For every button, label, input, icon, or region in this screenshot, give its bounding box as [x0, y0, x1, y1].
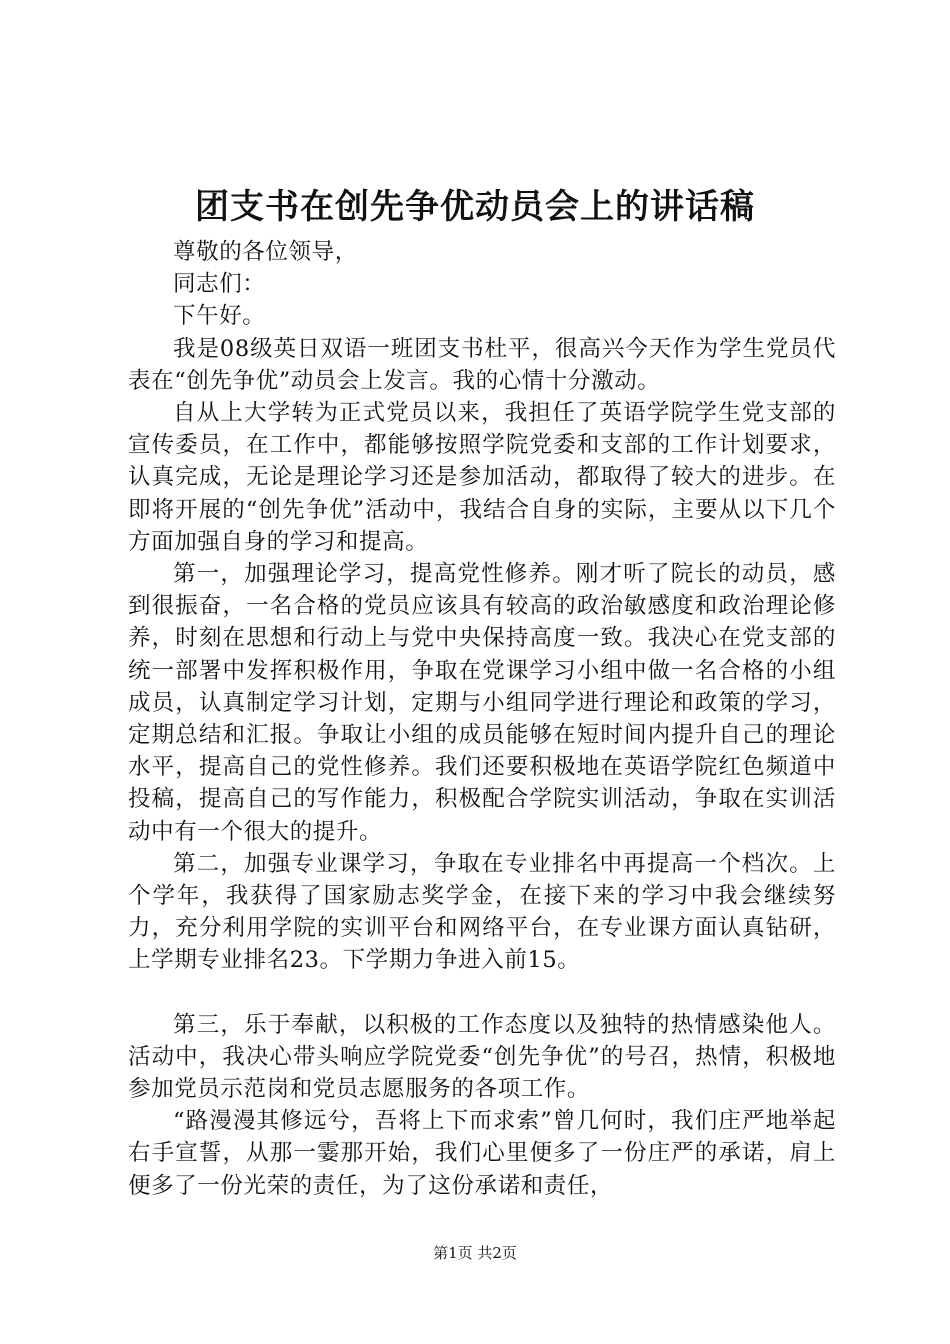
paragraph-closing: “路漫漫其修远兮，吾将上下而求索”曾几何时，我们庄严地举起右手宣誓，从那一霎那开始，我们心里便多了一份庄严的承诺，肩上便多了一份光荣的责任，为了这份承诺和责任，: [128, 1108, 836, 1199]
paragraph-point-two: 第二，加强专业课学习，争取在专业排名中再提高一个档次。上个学年，我获得了国家励志奖学金，在接下来的学习中我会继续努力，充分利用学院的实训平台和网络平台，在专业课方面认真钻研，上学期专业排名23。下学期力争进入前15。: [128, 850, 836, 974]
document-body: [128, 236, 836, 1202]
page-title: 团支书在创先争优动员会上的讲话稿: [195, 187, 755, 227]
greeting: 下午好。: [173, 303, 266, 330]
paragraph-point-one: 第一，加强理论学习，提高党性修养。刚才听了院长的动员，感到很振奋，一名合格的党员应该具有较高的政治敏感度和政治理论修养，时刻在思想和行动上与党中央保持高度一致。我决心在党支部的统一部署中发挥积极作用，争取在党课学习小组中做一名合格的小组成员，认真制定学习计划，定期与小组同学进行理论和政策的学习，定期总结和汇报。争取让小组的成员能够在短时间内提升自己的理论水平，提高自己的党性修养。我们还要积极地在英语学院红色频道中投稿，提高自己的写作能力，积极配合学院实训活动，争取在实训活动中有一个很大的提升。: [128, 561, 836, 845]
paragraph-background: 自从上大学转为正式党员以来，我担任了英语学院学生党支部的宣传委员，在工作中，都能够按照学院党委和支部的工作计划要求，认真完成，无论是理论学习还是参加活动，都取得了较大的进步。在即将开展的“创先争优”活动中，我结合自身的实际，主要从以下几个方面加强自身的学习和提高。: [128, 400, 836, 555]
salutation-leaders: 尊敬的各位领导，: [173, 239, 358, 265]
salutation-comrades: 同志们：: [173, 271, 266, 298]
page-footer: 第1页 共2页: [433, 1244, 517, 1262]
paragraph-introduction: 我是08级英日双语一班团支书杜平，很高兴今天作为学生党员代表在“创先争优”动员会上发言。我的心情十分激动。: [128, 335, 836, 394]
paragraph-point-three: 第三，乐于奉献，以积极的工作态度以及独特的热情感染他人。活动中，我决心带头响应学院党委“创先争优”的号召，热情，积极地参加党员示范岗和党员志愿服务的各项工作。: [128, 1011, 836, 1103]
